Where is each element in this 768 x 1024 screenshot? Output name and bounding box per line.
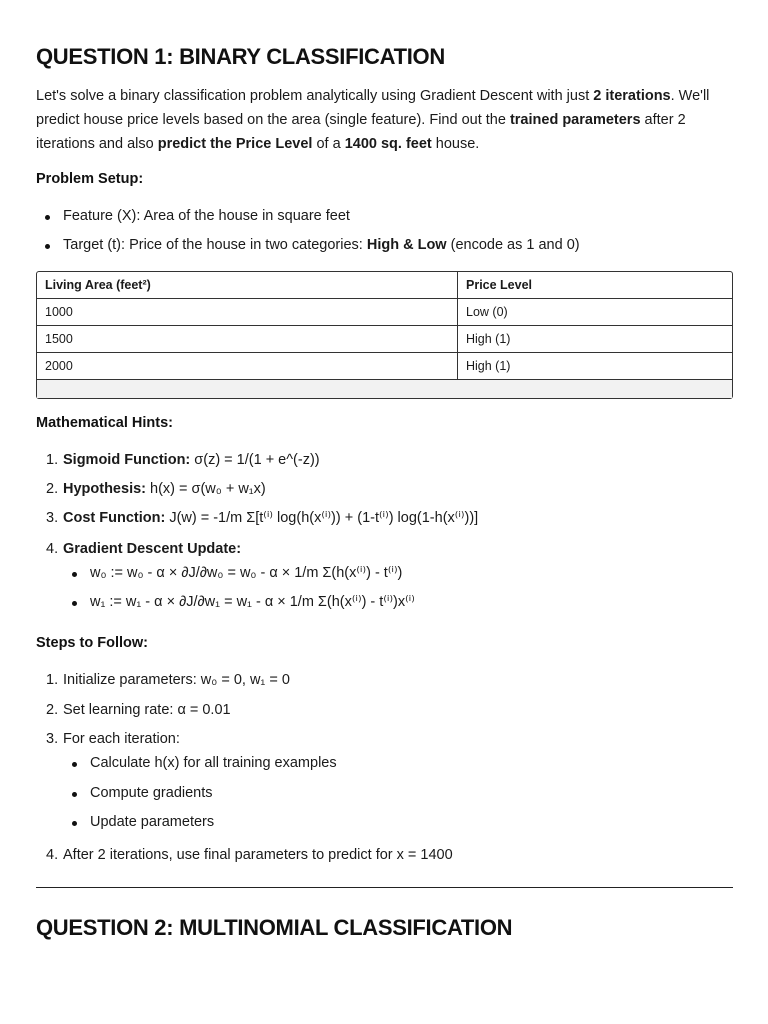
- bullet-icon: [72, 572, 77, 577]
- intro-text: . We'll predict house price levels based on the area (single feature). Find out the: [36, 88, 710, 128]
- substep-text: Compute gradients: [90, 785, 213, 801]
- intro-emphasis: trained parameters: [509, 112, 641, 128]
- intro-text: after 2 iterations and also: [36, 112, 686, 152]
- step-4-text: After 2 iterations, use final parameters to predict for x = 1400: [63, 847, 453, 863]
- update-w1-formula: w₁ := w₁ - α × ∂J/∂w₁ = w₁ - α × 1/m Σ(h(x⁽ⁱ⁾) - t⁽ⁱ⁾)x⁽ⁱ⁾: [90, 594, 415, 610]
- training-data-table: [36, 271, 733, 399]
- table-header-row: [37, 272, 732, 299]
- hint-2: 2. Hypothesis: h(x) = σ(w₀ + w₁x): [46, 481, 266, 497]
- step-3: 3. For each iteration:: [46, 731, 180, 747]
- hint-3-formula: J(w) = -1/m Σ[t⁽ⁱ⁾ log(h(x⁽ⁱ⁾)) + (1-t⁽ⁱ⁾) log(1-h(x⁽ⁱ⁾))]: [165, 510, 479, 526]
- intro-text: of a: [312, 136, 345, 152]
- update-w1-item: [90, 594, 415, 610]
- column-header-price: Price Level: [458, 272, 732, 299]
- substep-text: Calculate h(x) for all training examples: [90, 755, 337, 771]
- table-cell: 1500: [37, 326, 458, 353]
- question-1-intro: [36, 84, 736, 156]
- bullet-icon: [72, 821, 77, 826]
- step-3-text: For each iteration:: [63, 731, 180, 747]
- bullet-icon: [72, 601, 77, 606]
- hint-3: 3. Cost Function: J(w) = -1/m Σ[t⁽ⁱ⁾ log(h(x⁽ⁱ⁾)) + (1-t⁽ⁱ⁾) log(1-h(x⁽ⁱ⁾))]: [46, 510, 479, 526]
- setup-feature-item: [63, 208, 350, 224]
- hint-2-formula: h(x) = σ(w₀ + w₁x): [146, 481, 266, 497]
- intro-emphasis: predict the Price Level: [157, 136, 313, 152]
- table-cell: High (1): [458, 353, 732, 380]
- step-2: 2. Set learning rate: α = 0.01: [46, 702, 231, 718]
- bullet-icon: [72, 792, 77, 797]
- setup-target-bold: High & Low: [366, 237, 447, 253]
- section-divider: [36, 887, 733, 888]
- substep-text: Update parameters: [90, 814, 215, 830]
- table-row: [37, 353, 732, 380]
- setup-target-item: [63, 237, 580, 253]
- step-2-text: Set learning rate: α = 0.01: [63, 702, 231, 718]
- hint-1: 1. Sigmoid Function: σ(z) = 1/(1 + e^(-z)): [46, 452, 320, 468]
- step-1: 1. Initialize parameters: w₀ = 0, w₁ = 0: [46, 672, 290, 688]
- hint-1-formula: σ(z) = 1/(1 + e^(-z)): [190, 452, 320, 468]
- intro-text: Let's solve a binary classification problem analytically using Gradient Descent with just: [36, 88, 594, 104]
- table-cell: [458, 380, 732, 398]
- intro-emphasis: 2 iterations: [593, 88, 671, 104]
- steps-heading: Steps to Follow:: [36, 635, 148, 651]
- table-cell: [37, 380, 458, 398]
- bullet-icon: [45, 215, 50, 220]
- intro-text: house.: [431, 136, 480, 152]
- table-cell: High (1): [458, 326, 732, 353]
- table-row: [37, 299, 732, 326]
- setup-target-suffix: (encode as 1 and 0): [446, 237, 580, 253]
- substep-item: [90, 755, 337, 771]
- update-w0-item: [90, 565, 402, 581]
- setup-target-text: Target (t): Price of the house in two categories:: [63, 237, 367, 253]
- table-cell: Low (0): [458, 299, 732, 326]
- hint-2-label: Hypothesis:: [63, 481, 146, 497]
- intro-emphasis: 1400 sq. feet: [344, 136, 432, 152]
- question-2-title: QUESTION 2: MULTINOMIAL CLASSIFICATION: [36, 915, 513, 940]
- bullet-icon: [72, 762, 77, 767]
- math-hints-heading: Mathematical Hints:: [36, 415, 173, 431]
- step-4: 4. After 2 iterations, use final parameters to predict for x = 1400: [46, 847, 453, 863]
- question-1-title: QUESTION 1: BINARY CLASSIFICATION: [36, 44, 445, 69]
- table-cell: 2000: [37, 353, 458, 380]
- table-empty-row: [37, 380, 732, 398]
- step-1-text: Initialize parameters: w₀ = 0, w₁ = 0: [63, 672, 290, 688]
- column-header-area: Living Area (feet²): [37, 272, 458, 299]
- table-row: [37, 326, 732, 353]
- hint-3-label: Cost Function:: [63, 510, 166, 526]
- table-cell: 1000: [37, 299, 458, 326]
- substep-item: [90, 785, 213, 801]
- hint-1-label: Sigmoid Function:: [63, 452, 191, 468]
- setup-feature-text: Feature (X): Area of the house in square feet: [63, 208, 350, 224]
- hint-4-label: Gradient Descent Update:: [63, 541, 242, 557]
- hint-4: 4. Gradient Descent Update:: [46, 541, 242, 557]
- substep-item: [90, 814, 214, 830]
- problem-setup-heading: Problem Setup:: [36, 171, 144, 187]
- bullet-icon: [45, 244, 50, 249]
- update-w0-formula: w₀ := w₀ - α × ∂J/∂w₀ = w₀ - α × 1/m Σ(h(x⁽ⁱ⁾) - t⁽ⁱ⁾): [90, 565, 403, 581]
